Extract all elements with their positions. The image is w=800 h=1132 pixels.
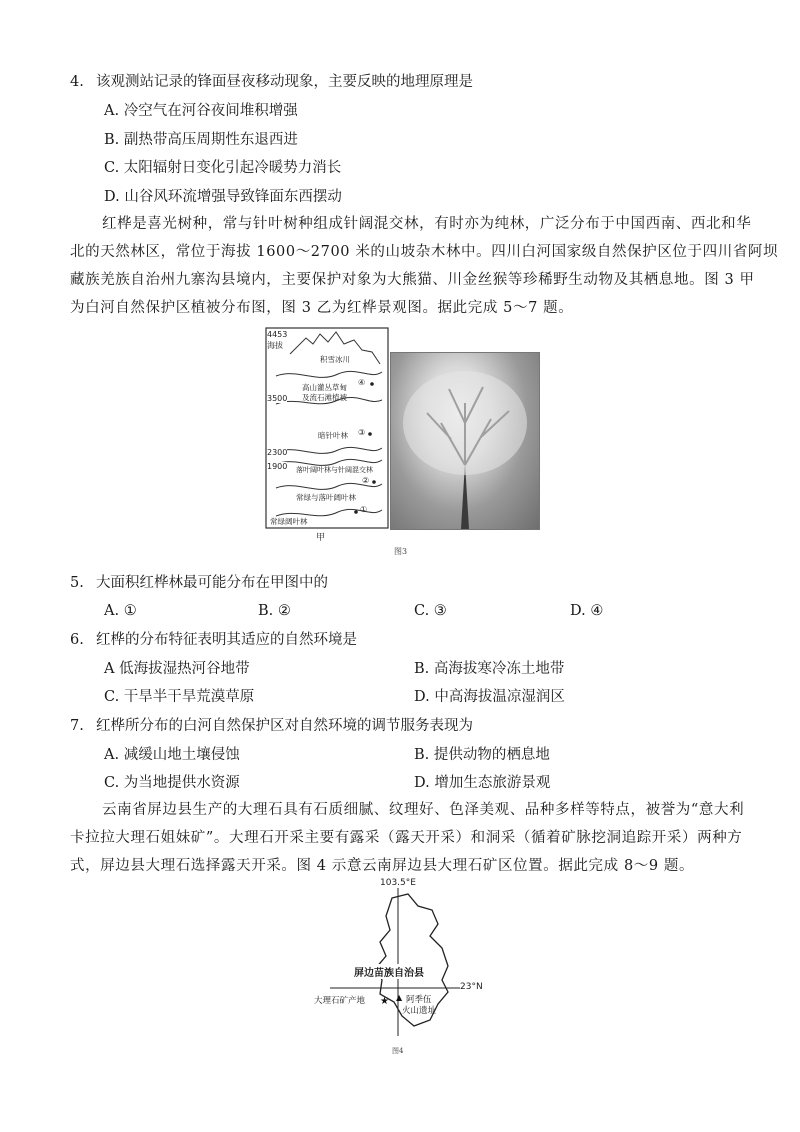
latitude-label: 23°N xyxy=(460,982,483,992)
zone-mixed-forest: 落叶阔叶林与针阔混交林 xyxy=(296,466,373,474)
elevation-axis-label: 海拔 xyxy=(267,341,283,350)
question-7-option-b: B. 提供动物的栖息地 xyxy=(414,747,550,763)
question-4-option-a: A. 冷空气在河谷夜间堆积增强 xyxy=(104,103,298,119)
passage-red-birch xyxy=(70,210,779,322)
zone-dark-conifer: 暗针叶林 xyxy=(318,431,348,440)
tree-illustration xyxy=(391,353,539,529)
question-5-option-b: B. ② xyxy=(258,603,291,619)
question-6-option-b: B. 高海拔寒冷冻土地带 xyxy=(414,661,565,677)
volcano-label-line2: 火山遗址 xyxy=(402,1006,437,1016)
marker-3: ③ xyxy=(358,428,366,437)
question-4-option-c: C. 太阳辐射日变化引起冷暖势力消长 xyxy=(104,160,342,176)
question-4-stem: 4. 该观测站记录的锋面昼夜移动现象，主要反映的地理原理是 xyxy=(70,74,473,90)
question-7-option-c: C. 为当地提供水资源 xyxy=(104,775,240,791)
subfigure-label-jia: 甲 xyxy=(316,533,326,543)
elevation-4453: 4453 xyxy=(267,330,288,339)
figure-3-caption: 图3 xyxy=(394,547,408,556)
question-6-option-c: C. 干旱半干旱荒漠草原 xyxy=(104,689,255,705)
passage-line: 北的天然林区，常位于海拔 1600～2700 米的山坡杂木林中。四川白河国家级自然保护区位于四川省阿坝 xyxy=(70,244,779,260)
longitude-label: 103.5°E xyxy=(380,878,416,888)
volcano-label-line1: 阿季伍 xyxy=(406,995,432,1005)
marker-4: ④ xyxy=(358,378,366,387)
question-4-option-d: D. 山谷风环流增强导致锋面东西摆动 xyxy=(104,189,342,205)
question-7-option-a: A. 减缓山地土壤侵蚀 xyxy=(104,747,240,763)
passage-line: 云南省屏边县生产的大理石具有石质细腻、纹理好、色泽美观、品种多样等特点，被誉为“意大利 xyxy=(102,802,745,818)
question-5-option-c: C. ③ xyxy=(414,603,447,619)
passage-marble xyxy=(70,796,745,880)
passage-line: 卡拉拉大理石姐妹矿”。大理石开采主要有露采（露天开采）和洞采（循着矿脉挖洞追踪开采）两种方 xyxy=(70,830,743,846)
question-6-stem: 6. 红桦的分布特征表明其适应的自然环境是 xyxy=(70,632,357,648)
elevation-3500: 3500 xyxy=(267,394,288,403)
red-birch-photo xyxy=(390,352,540,530)
svg-text:★: ★ xyxy=(380,996,389,1007)
figure-4 xyxy=(310,876,510,1056)
svg-text:▲: ▲ xyxy=(396,993,403,1002)
passage-line: 藏族羌族自治州九寨沟县境内，主要保护对象为大熊猫、川金丝猴等珍稀野生动物及其栖息地。图 3 甲 xyxy=(70,272,755,288)
marble-quarry-label: 大理石矿产地 xyxy=(314,996,366,1006)
figure-4-caption: 图4 xyxy=(392,1047,404,1055)
zone-alpine-scree: 及流石滩植被 xyxy=(302,393,347,402)
question-7-option-d: D. 增加生态旅游景观 xyxy=(414,775,551,791)
question-6-option-a: A 低海拔湿热河谷地带 xyxy=(104,661,250,677)
elevation-2300: 2300 xyxy=(267,448,288,457)
passage-line: 为白河自然保护区植被分布图，图 3 乙为红桦景观图。据此完成 5～7 题。 xyxy=(70,300,574,316)
zone-evergreen-deciduous: 常绿与落叶阔叶林 xyxy=(296,493,356,502)
passage-line: 红桦是喜光树种，常与针叶树种组成针阔混交林，有时亦为纯林，广泛分布于中国西南、西北和华 xyxy=(102,216,752,232)
zone-evergreen-broadleaf: 常绿阔叶林 xyxy=(270,517,308,526)
question-4-option-b: B. 副热带高压周期性东退西进 xyxy=(104,132,298,148)
question-5-option-a: A. ① xyxy=(104,603,137,619)
question-5-stem: 5. 大面积红桦林最可能分布在甲图中的 xyxy=(70,575,328,591)
figure-3 xyxy=(258,324,543,560)
zone-snow-glacier: 积雪冰川 xyxy=(320,355,350,364)
elevation-1900: 1900 xyxy=(267,462,288,471)
question-7-stem: 7. 红桦所分布的白河自然保护区对自然环境的调节服务表现为 xyxy=(70,718,473,734)
county-name: 屏边苗族自治县 xyxy=(352,964,426,979)
marker-2: ② xyxy=(362,476,370,485)
marker-1: ① xyxy=(360,505,368,514)
question-6-option-d: D. 中高海拔温凉湿润区 xyxy=(414,689,565,705)
question-5-option-d: D. ④ xyxy=(570,603,604,619)
zone-alpine-meadow: 高山灌丛草甸 xyxy=(302,383,347,392)
passage-line: 式，屏边县大理石选择露天开采。图 4 示意云南屏边县大理石矿区位置。据此完成 8～9 题。 xyxy=(70,858,695,874)
